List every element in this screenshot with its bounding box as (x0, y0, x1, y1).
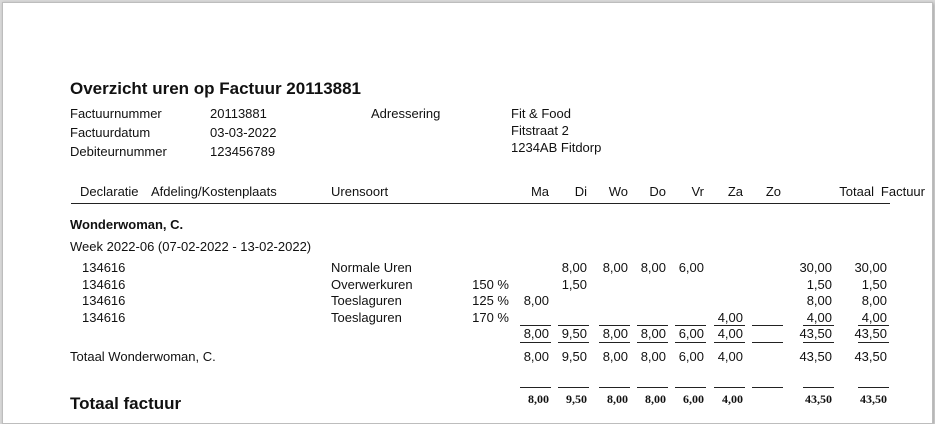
grand-total-vr: 6,00 (683, 392, 704, 406)
row-percentage: 125 % (472, 293, 509, 308)
report-page (2, 2, 933, 424)
row-percentage: 170 % (472, 309, 509, 325)
employee-total-di: 9,50 (561, 349, 587, 364)
row-factuur: 1,50 (861, 276, 887, 292)
row-urensoort: Toeslaguren (331, 309, 402, 325)
week-sum-bottom-totaal-line (803, 342, 834, 343)
week-total-ma: 8,00 (523, 326, 549, 341)
col-wo: Wo (608, 184, 628, 199)
row-urensoort: Overwerkuren (331, 276, 413, 292)
grand-total-label: Totaal factuur (70, 394, 182, 413)
grand-total-di: 9,50 (566, 392, 587, 406)
row-percentage: 150 % (472, 276, 509, 292)
week-sum-bottom-ma-line (520, 342, 551, 343)
week-total-totaal: 43,50 (799, 326, 832, 341)
grand-total-wo: 8,00 (607, 392, 628, 406)
grand-total-factuur: 43,50 (860, 392, 887, 406)
address-line-1: Fit & Food (511, 106, 571, 121)
row-do-value: 8,00 (640, 260, 666, 275)
row-di-value: 8,00 (561, 260, 587, 275)
week-sum-bottom-zo-line (752, 342, 783, 343)
col-do: Do (649, 184, 666, 199)
week-total-za: 4,00 (717, 326, 743, 341)
header-divider (71, 203, 890, 204)
row-totaal: 30,00 (799, 260, 832, 275)
col-factuur: Factuur (880, 184, 925, 199)
col-vr: Vr (691, 184, 704, 199)
address-line-2: Fitstraat 2 (511, 123, 569, 138)
grand-top-factuur-line (858, 387, 889, 388)
row-urensoort: Toeslaguren (331, 293, 402, 308)
grand-top-di-line (558, 387, 589, 388)
row-factuur: 8,00 (861, 293, 887, 308)
grand-total-ma: 8,00 (528, 392, 549, 406)
week-label: Week 2022-06 (07-02-2022 - 13-02-2022) (70, 239, 312, 254)
invoice-number: 20113881 (210, 106, 267, 121)
week-sum-bottom-vr-line (675, 342, 706, 343)
row-vr-value: 6,00 (678, 260, 704, 275)
address-line-3: 1234AB Fitdorp (511, 140, 602, 155)
week-sum-bottom-do-line (637, 342, 668, 343)
week-sum-bottom-wo-line (599, 342, 630, 343)
week-total-do: 8,00 (640, 326, 666, 341)
col-ma: Ma (530, 184, 549, 199)
employee-total-vr: 6,00 (678, 349, 704, 364)
employee-total-wo: 8,00 (602, 349, 628, 364)
row-factuur: 4,00 (861, 309, 887, 325)
grand-top-totaal-line (803, 387, 834, 388)
col-afdeling: Afdeling/Kostenplaats (151, 184, 277, 199)
grand-top-zo-line (752, 387, 783, 388)
week-sum-bottom-factuur-line (858, 342, 889, 343)
row-za-value: 4,00 (717, 309, 743, 325)
col-totaal: Totaal (839, 184, 874, 199)
row-factuur: 30,00 (854, 260, 887, 275)
row-declaratie: 134616 (82, 309, 126, 325)
week-sum-bottom-di-line (558, 342, 589, 343)
row-urensoort: Normale Uren (331, 260, 412, 275)
week-total-wo: 8,00 (602, 326, 628, 341)
grand-total-totaal: 43,50 (805, 392, 832, 406)
grand-top-vr-line (675, 387, 706, 388)
row-declaratie: 134616 (82, 293, 126, 308)
row-totaal: 8,00 (806, 293, 832, 308)
row-declaratie: 134616 (82, 276, 126, 292)
grand-total-do: 8,00 (645, 392, 666, 406)
row-totaal: 4,00 (806, 309, 832, 325)
invoice-date-label: Factuurdatum (70, 125, 151, 140)
col-di: Di (574, 184, 587, 199)
invoice-date: 03-03-2022 (210, 125, 277, 140)
employee-total-totaal: 43,50 (799, 349, 832, 364)
grand-total-za: 4,00 (722, 392, 743, 406)
week-sum-bottom-za-line (714, 342, 745, 343)
row-ma-value: 8,00 (523, 293, 549, 308)
week-sum-top-zo-line (752, 325, 783, 326)
grand-top-do-line (637, 387, 668, 388)
employee-total-ma: 8,00 (523, 349, 549, 364)
debtor-number: 123456789 (210, 144, 276, 159)
employee-total-za: 4,00 (717, 349, 743, 364)
row-di-value: 1,50 (561, 276, 587, 292)
employee-total-factuur: 43,50 (854, 349, 887, 364)
grand-top-za-line (714, 387, 745, 388)
week-total-vr: 6,00 (678, 326, 704, 341)
row-wo-value: 8,00 (602, 260, 628, 275)
employee-total-label: Totaal Wonderwoman, C. (70, 349, 216, 364)
grand-top-ma-line (520, 387, 551, 388)
address-label: Adressering (371, 106, 441, 121)
week-total-di: 9,50 (561, 326, 587, 341)
debtor-label: Debiteurnummer (70, 144, 167, 159)
report-title: Overzicht uren op Factuur 20113881 (70, 79, 362, 98)
row-totaal: 1,50 (806, 276, 832, 292)
week-total-factuur: 43,50 (854, 326, 887, 341)
employee-name: Wonderwoman, C. (70, 217, 184, 232)
invoice-number-label: Factuurnummer (70, 106, 162, 121)
grand-top-wo-line (599, 387, 630, 388)
col-urensoort: Urensoort (331, 184, 389, 199)
col-declaratie: Declaratie (80, 184, 139, 199)
col-zo: Zo (765, 184, 781, 199)
row-declaratie: 134616 (82, 260, 126, 275)
employee-total-do: 8,00 (640, 349, 666, 364)
col-za: Za (727, 184, 743, 199)
